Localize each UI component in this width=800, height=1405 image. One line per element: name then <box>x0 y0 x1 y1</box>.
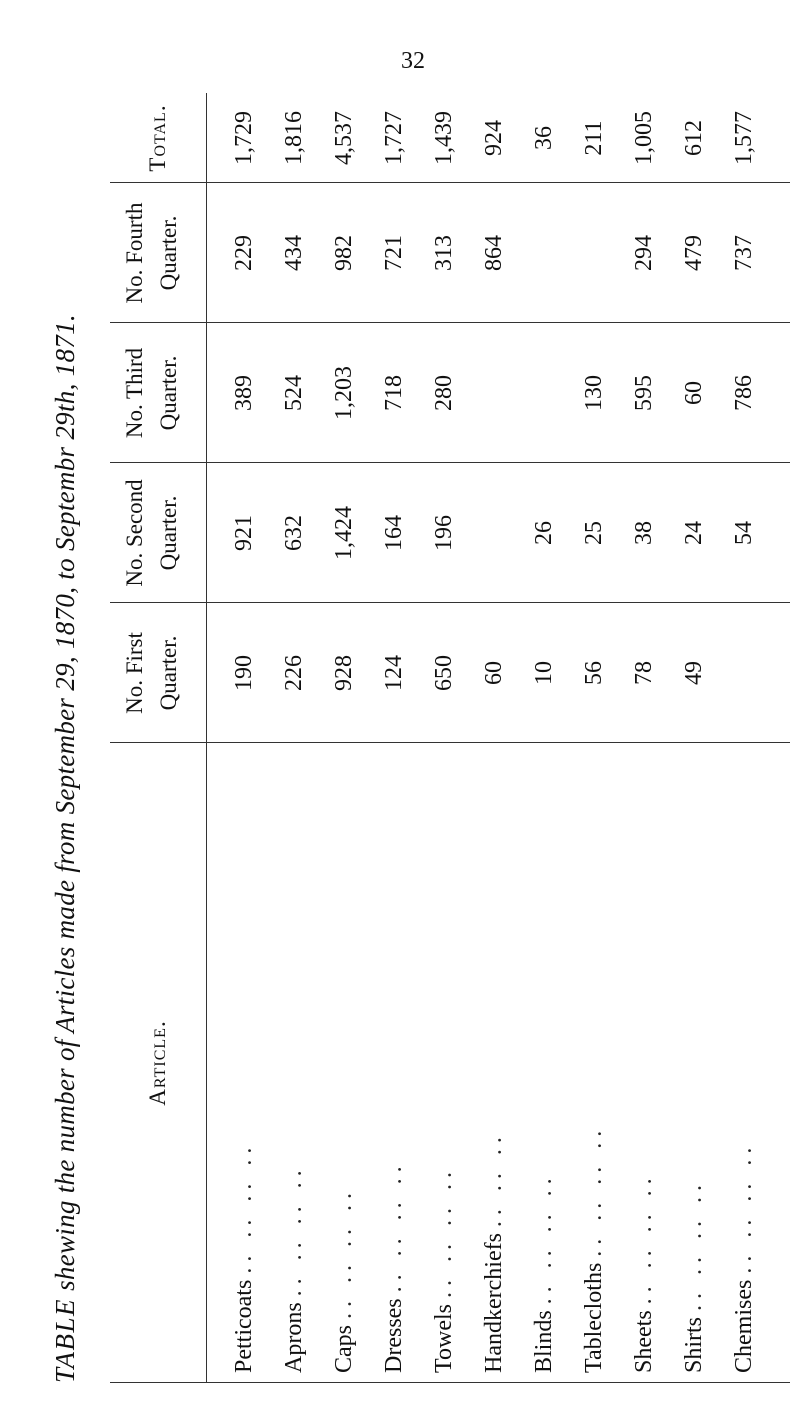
table-row <box>220 93 268 1383</box>
q3-value: 595 <box>631 375 657 411</box>
table-row <box>520 93 568 1383</box>
leader-dots: .. .. .. .. <box>531 1172 557 1305</box>
q1-value <box>720 603 768 743</box>
q2-value <box>470 463 518 603</box>
header-first-quarter: No. First Quarter. <box>122 632 181 714</box>
q3-value <box>470 323 518 463</box>
q4-value: 229 <box>231 235 257 271</box>
q2-value: 196 <box>431 515 457 551</box>
articles-table <box>110 93 790 1383</box>
leader-dots: .. .. .. .. <box>631 1172 657 1305</box>
article-label: Dresses <box>381 1298 407 1373</box>
total-value: 612 <box>681 120 707 156</box>
q2-value: 38 <box>631 521 657 545</box>
total-value: 924 <box>481 120 507 156</box>
article-label: Chemises <box>731 1279 757 1373</box>
q3-value: 1,203 <box>331 366 357 420</box>
total-value: 36 <box>531 126 557 150</box>
total-value: 4,537 <box>331 111 357 165</box>
rotated-table-page <box>0 23 800 1383</box>
article-label: Caps <box>331 1325 357 1373</box>
q4-value: 479 <box>681 235 707 271</box>
q3-value: 60 <box>681 381 707 405</box>
page-number: 32 <box>401 48 425 74</box>
q3-value: 389 <box>231 375 257 411</box>
q2-value: 25 <box>581 521 607 545</box>
q3-value <box>520 323 568 463</box>
header-total: Total. <box>145 104 170 172</box>
leader-dots: .. .. .. .. <box>331 1187 357 1319</box>
q4-value <box>520 183 568 323</box>
leader-dots: .. .. .. .. <box>581 1124 607 1257</box>
q1-value: 190 <box>231 655 257 691</box>
table-row <box>620 93 668 1383</box>
total-value: 1,577 <box>731 111 757 165</box>
q1-value: 650 <box>431 655 457 691</box>
leader-dots: .. .. .. .. <box>231 1141 257 1274</box>
article-label: Shirts <box>681 1316 707 1373</box>
total-value: 211 <box>581 120 607 156</box>
q2-value: 24 <box>681 521 707 545</box>
q4-value: 313 <box>431 235 457 271</box>
q2-value: 26 <box>531 521 557 545</box>
table-row <box>470 93 518 1383</box>
total-value: 1,727 <box>381 111 407 165</box>
q3-value: 280 <box>431 375 457 411</box>
table-row <box>720 93 768 1383</box>
q1-value: 928 <box>331 655 357 691</box>
leader-dots: .. .. .. .. <box>381 1160 407 1293</box>
q1-value: 10 <box>531 661 557 685</box>
q2-value: 54 <box>731 521 757 545</box>
q4-value: 434 <box>281 235 307 271</box>
article-label: Petticoats <box>231 1279 257 1373</box>
caption-title-word: TABLE <box>50 1297 80 1383</box>
total-value: 1,816 <box>281 111 307 165</box>
article-label: Aprons <box>281 1302 307 1373</box>
header-second-quarter: No. Second Quarter. <box>122 479 181 587</box>
q1-value: 60 <box>481 661 507 685</box>
q3-value: 524 <box>281 375 307 411</box>
table-row <box>570 93 618 1383</box>
q1-value: 78 <box>631 661 657 685</box>
q2-value: 632 <box>281 515 307 551</box>
header-article: Article. <box>145 1020 170 1106</box>
header-third-quarter: No. Third Quarter. <box>122 347 181 439</box>
q4-value <box>570 183 618 323</box>
q4-value: 982 <box>331 235 357 271</box>
q4-value: 737 <box>731 235 757 271</box>
caption-text: shewing the number of Articles made from September 29, 1870, to Septembr 29th, 1871. <box>50 314 80 1291</box>
article-label: Handkerchiefs <box>481 1233 507 1373</box>
q4-value: 294 <box>631 235 657 271</box>
q1-value: 124 <box>381 655 407 691</box>
table-row <box>320 93 368 1383</box>
leader-dots: .. .. .. .. <box>281 1164 307 1297</box>
leader-dots: .. .. .. .. <box>431 1166 457 1299</box>
q4-value: 721 <box>381 235 407 271</box>
article-label: Blinds <box>531 1310 557 1373</box>
q2-value: 164 <box>381 515 407 551</box>
total-value: 1,729 <box>231 111 257 165</box>
article-label: Tablecloths <box>581 1262 607 1373</box>
q4-value: 864 <box>481 235 507 271</box>
table-row <box>420 93 468 1383</box>
q2-value: 921 <box>231 515 257 551</box>
leader-dots: .. .. .. <box>481 1131 507 1228</box>
table-row <box>270 93 318 1383</box>
q1-value: 226 <box>281 655 307 691</box>
header-rule <box>206 93 207 1383</box>
leader-dots: .. .. .. .. <box>731 1141 757 1274</box>
q1-value: 56 <box>581 661 607 685</box>
q2-value: 1,424 <box>331 506 357 560</box>
table-row <box>670 93 718 1383</box>
article-label: Towels <box>431 1304 457 1373</box>
q3-value: 786 <box>731 375 757 411</box>
article-label: Sheets <box>631 1310 657 1373</box>
q3-value: 718 <box>381 375 407 411</box>
q1-value: 49 <box>681 661 707 685</box>
leader-dots: .. .. .. .. <box>681 1178 707 1311</box>
table-caption <box>50 23 90 1383</box>
total-value: 1,439 <box>431 111 457 165</box>
header-fourth-quarter: No. Fourth Quarter. <box>122 202 181 304</box>
table-row <box>370 93 418 1383</box>
total-value: 1,005 <box>631 111 657 165</box>
q3-value: 130 <box>581 375 607 411</box>
